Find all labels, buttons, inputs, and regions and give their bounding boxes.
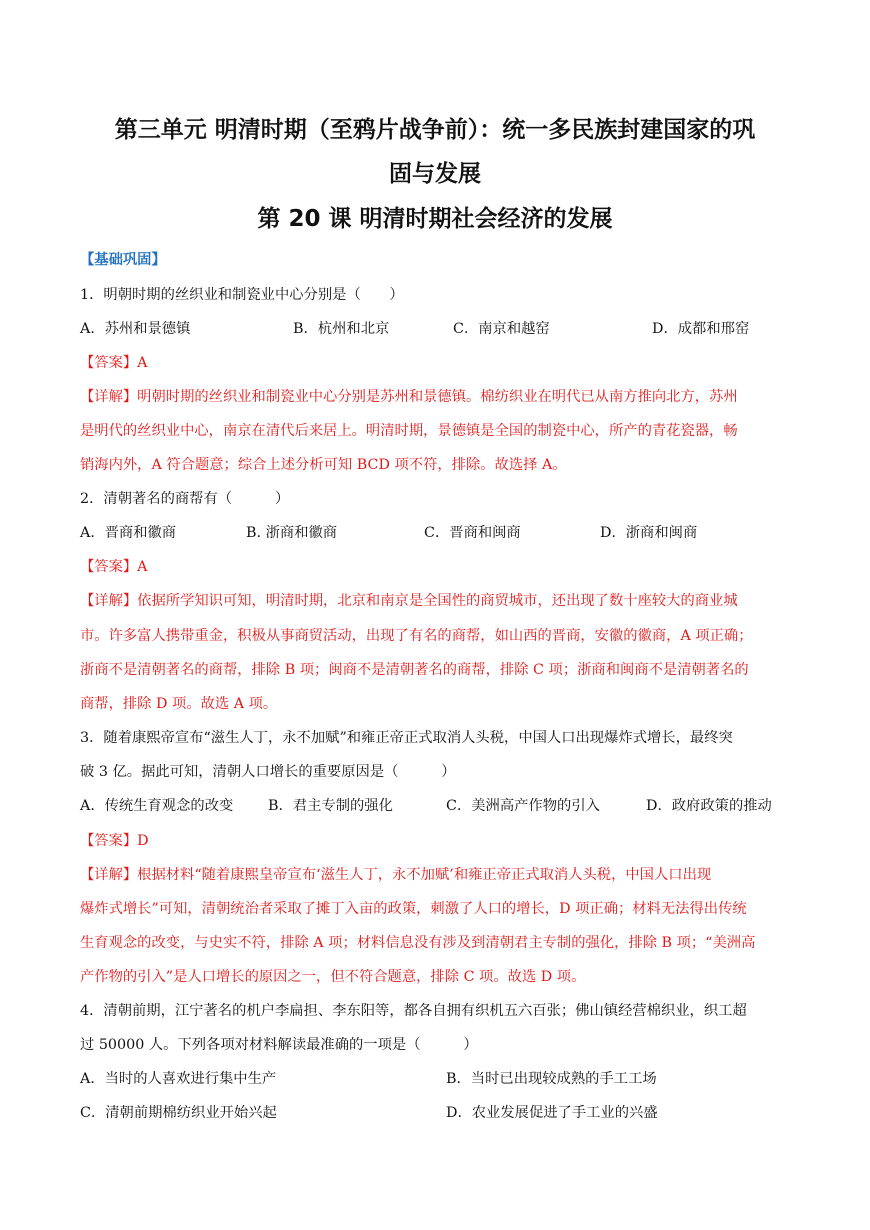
question-1-option-c: C．南京和越窑 <box>453 321 550 337</box>
question-3-option-b: B．君主专制的强化 <box>268 798 393 814</box>
unit-title-line1: 第三单元 明清时期（至鸦片战争前）：统一多民族封建国家的巩 <box>114 117 756 143</box>
question-2-stem: 2．清朝著名的商帮有（ ） <box>80 491 290 507</box>
question-4-stem-line: 4．清朝前期，江宁著名的机户李扁担、李东阳等，都各自拥有织机五六百张；佛山镇经营棉织业，织工超 <box>80 1003 747 1019</box>
question-3-answer: 【答案】D <box>80 833 149 849</box>
question-4-option-c: C．清朝前期棉纺织业开始兴起 <box>80 1105 277 1121</box>
question-4-stem-line: 过 50000 人。下列各项对材料解读最准确的一项是（ ） <box>80 1037 478 1053</box>
question-2-answer: 【答案】A <box>80 559 148 575</box>
question-1-detail-line: 销海内外，A 符合题意；综合上述分析可知 BCD 项不符，排除。故选择 A。 <box>80 457 567 473</box>
question-3-option-d: D．政府政策的推动 <box>646 798 772 814</box>
question-1-stem: 1．明朝时期的丝织业和制瓷业中心分别是（ ） <box>80 287 404 303</box>
question-3-option-c: C．美洲高产作物的引入 <box>446 798 600 814</box>
question-2-option-a: A．晋商和徽商 <box>80 525 177 541</box>
section-label: 【基础巩固】 <box>80 252 166 268</box>
question-4-option-b: B．当时已出现较成熟的手工工场 <box>446 1071 657 1087</box>
unit-title-line2: 固与发展 <box>389 161 481 187</box>
question-3-stem-line: 破 3 亿。据此可知，清朝人口增长的重要原因是（ ） <box>80 764 456 780</box>
question-2-detail-line: 商帮，排除 D 项。故选 A 项。 <box>80 696 278 712</box>
question-3-option-a: A．传统生育观念的改变 <box>80 798 234 814</box>
question-2-option-c: C．晋商和闽商 <box>424 525 521 541</box>
question-1-answer: 【答案】A <box>80 355 148 371</box>
question-1-option-d: D．成都和邢窑 <box>652 321 750 337</box>
question-3-detail-line: 生育观念的改变，与史实不符，排除 A 项；材料信息没有涉及到清朝君主专制的强化，排除 B 项；“美洲高 <box>80 935 756 951</box>
question-1-option-a: A．苏州和景德镇 <box>80 321 191 337</box>
lesson-title: 第 20 课 明清时期社会经济的发展 <box>257 206 613 232</box>
question-4-option-d: D．农业发展促进了手工业的兴盛 <box>446 1105 658 1121</box>
question-1-detail-line: 是明代的丝织业中心，南京在清代后来居上。明清时期，景德镇是全国的制瓷中心，所产的青花瓷器，畅 <box>80 423 738 439</box>
question-4-option-a: A．当时的人喜欢进行集中生产 <box>80 1071 277 1087</box>
question-2-option-b: B. 浙商和徽商 <box>246 525 338 541</box>
question-2-detail-line: 【详解】依据所学知识可知，明清时期，北京和南京是全国性的商贸城市，还出现了数十座较大的商业城 <box>80 593 738 609</box>
question-3-detail-line: 产作物的引入”是人口增长的原因之一，但不符合题意，排除 C 项。故选 D 项。 <box>80 969 586 985</box>
question-3-detail-line: 爆炸式增长”可知，清朝统治者采取了摊丁入亩的政策，刺激了人口的增长，D 项正确；材料无法得出传统 <box>80 901 747 917</box>
question-3-stem-line: 3．随着康熙帝宣布“滋生人丁，永不加赋”和雍正帝正式取消人头税，中国人口出现爆炸式增长，最终突 <box>80 730 733 746</box>
question-1-detail-line: 【详解】明朝时期的丝织业和制瓷业中心分别是苏州和景德镇。棉纺织业在明代已从南方推向北方，苏州 <box>80 389 738 405</box>
question-3-detail-line: 【详解】根据材料“随着康熙皇帝宣布‘滋生人丁，永不加赋’和雍正帝正式取消人头税，中国人口出现 <box>80 867 712 883</box>
question-2-option-d: D．浙商和闽商 <box>600 525 698 541</box>
question-1-option-b: B．杭州和北京 <box>293 321 390 337</box>
question-2-detail-line: 浙商不是清朝著名的商帮，排除 B 项；闽商不是清朝著名的商帮，排除 C 项；浙商和闽商不是清朝著名的 <box>80 662 749 678</box>
question-2-detail-line: 市。许多富人携带重金，积极从事商贸活动，出现了有名的商帮，如山西的晋商，安徽的徽商，A 项正确； <box>80 628 753 644</box>
